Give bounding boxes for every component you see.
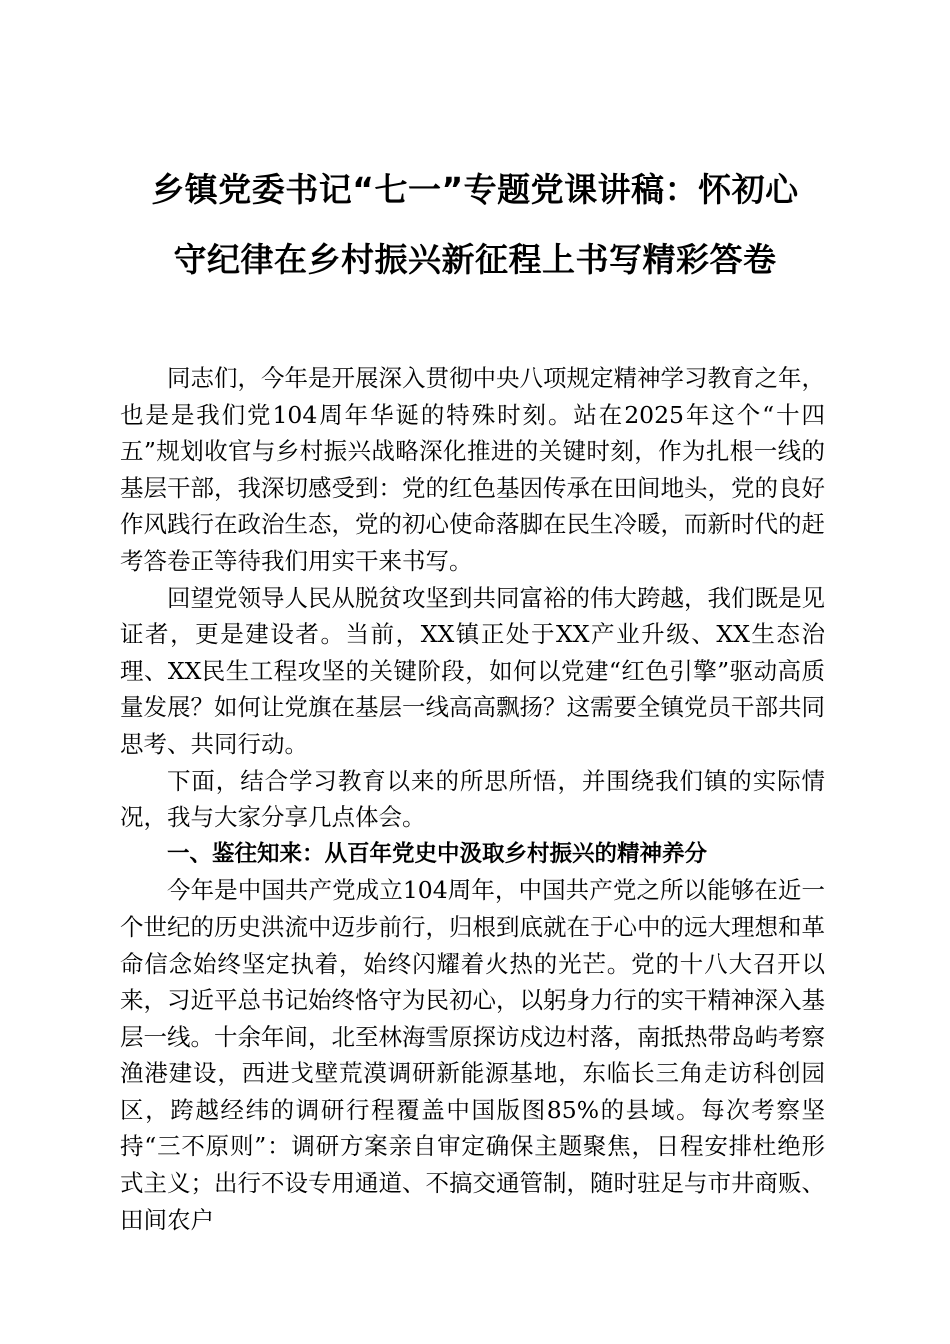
document-title-line-2: 守纪律在乡村振兴新征程上书写精彩答卷 [173,240,777,279]
document-title-line-1: 乡镇党委书记“七一”专题党课讲稿：怀初心 [151,170,799,209]
section-paragraph-1: 今年是中国共产党成立104周年，中国共产党之所以能够在近一个世纪的历史洪流中迈步前行，归根到底就在于心中的远大理想和革命信念始终坚定执着，始终闪耀着火热的光芒。党的十八大召开以来，习近平总书记始终恪守为民初心，以躬身力行的实干精神深入基层一线。十余年间，北至林海雪原探访戍边村落，南抵热带岛屿考察渔港建设，西进戈壁荒漠调研新能源基地，东临长三角走访科创园区，跨越经纬的调研行程覆盖中国版图85%的县域。每次考察坚持“三不原则”：调研方案亲自审定确保主题聚焦，日程安排杜绝形式主义；出行不设专用通道、不搞交通管制，随时驻足与市井商贩、田间农户 [120,876,825,1234]
document-body [120,360,825,1238]
paragraph-review: 回望党领导人民从脱贫攻坚到共同富裕的伟大跨越，我们既是见证者，更是建设者。当前，XX镇正处于XX产业升级、XX生态治理、XX民生工程攻坚的关键阶段，如何以党建“红色引擎”驱动高质量发展？如何让党旗在基层一线高高飘扬？这需要全镇党员干部共同思考、共同行动。 [120,583,825,758]
section-heading-1: 一、鉴往知来：从百年党史中汲取乡村振兴的精神养分 [167,840,708,867]
paragraph-intro: 下面，结合学习教育以来的所思所悟，并围绕我们镇的实际情况，我与大家分享几点体会。 [120,766,825,832]
paragraph-opening: 同志们，今年是开展深入贯彻中央八项规定精神学习教育之年，也是是我们党104周年华诞的特殊时刻。站在2025年这个“十四五”规划收官与乡村振兴战略深化推进的关键时刻，作为扎根一线的基层干部，我深切感受到：党的红色基因传承在田间地头，党的良好作风践行在政治生态，党的初心使命落脚在民生冷暖，而新时代的赶考答卷正等待我们用实干来书写。 [120,364,825,575]
